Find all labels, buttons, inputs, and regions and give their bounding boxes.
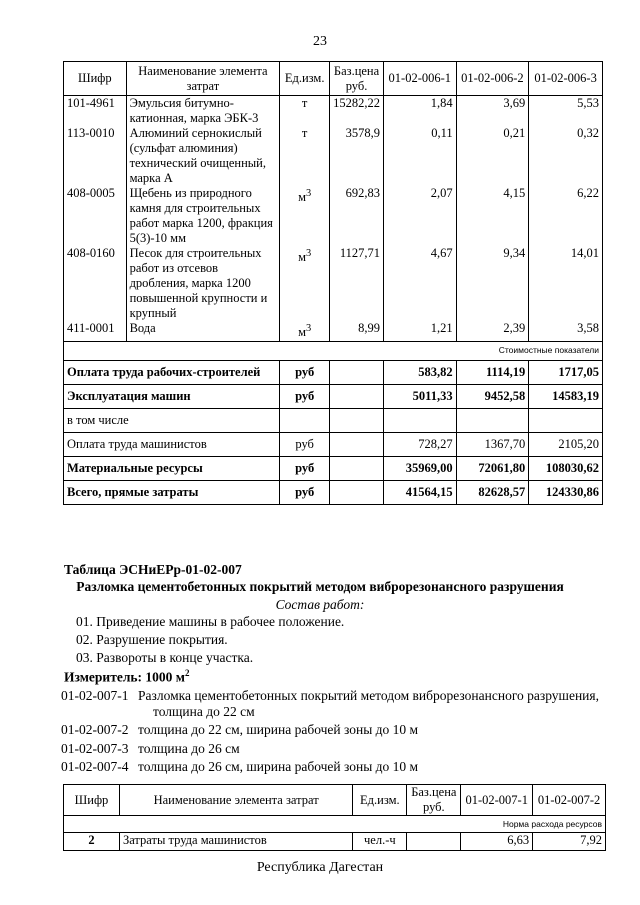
norm-description: толщина до 22 см, ширина рабочей зоны до 10 м	[138, 722, 419, 737]
header-col1: 01-02-007-1	[461, 785, 533, 816]
header-col3: 01-02-006-3	[529, 62, 603, 96]
table-row: 408-0160 Песок для строительных работ из отсевов дробления, марка 1200 повышенной крупности и крупный $м^3$ 1127,71 4,67 9,34 14,01	[64, 246, 603, 321]
norm-description: толщина до 26 см, ширина рабочей зоны до 10 м	[138, 759, 419, 774]
work-item: 02. Разрушение покрытия.	[76, 632, 228, 647]
norm-description: толщина до 26 см	[138, 741, 240, 756]
page-number: 23	[313, 34, 327, 49]
composition-label: Состав работ:	[275, 597, 365, 612]
unit-m3: $м^3$	[280, 186, 330, 246]
work-item: 03. Развороты в конце участка.	[76, 650, 254, 665]
summary-row: Эксплуатация машин руб 5011,33 9452,58 14583,19	[64, 384, 603, 408]
unit-m3: $м^3$	[280, 321, 330, 341]
table-row: 411-0001 Вода $м^3$ 8,99 1,21 2,39 3,58	[64, 321, 603, 341]
header-col2: 01-02-007-2	[533, 785, 606, 816]
norm-code: 01-02-007-3	[61, 741, 129, 756]
work-item: 01. Приведение машины в рабочее положение.	[76, 614, 345, 629]
header-code: Шифр	[64, 785, 120, 816]
norm-code: 01-02-007-2	[61, 722, 129, 737]
header-unit: Ед.изм.	[353, 785, 407, 816]
footer: Республика Дагестан	[256, 860, 384, 875]
table-subtitle: Разломка цементобетонных покрытий методом виброрезонансного разрушения	[76, 579, 564, 594]
cost-indicators-caption: Стоимостные показатели	[64, 341, 603, 360]
header-name: Наименование элемента затрат	[119, 785, 352, 816]
unit-m3: $м^3$	[280, 246, 330, 321]
table-row: 408-0005 Щебень из природного камня для строительных работ марка 1200, фракция 5(3)-10 мм $м^3$ 692,83 2,07 4,15 6,22	[64, 186, 603, 246]
table-row: 2 Затраты труда машинистов чел.-ч 6,63 7,92	[64, 833, 606, 851]
table-row: 101-4961 Эмульсия битумно-катионная, марка ЭБК-3 т 15282,22 1,84 3,69 5,53	[64, 96, 603, 127]
norm-code: 01-02-007-1	[61, 688, 129, 703]
header-name: Наименование элемента затрат	[126, 62, 280, 96]
header-price: Баз.цена руб.	[407, 785, 461, 816]
measure-label: Измеритель: 1000 $м^2$	[64, 668, 190, 685]
summary-row: в том числе	[64, 408, 603, 432]
resource-table	[63, 61, 603, 505]
summary-row: Оплата труда рабочих-строителей руб 583,82 1114,19 1717,05	[64, 360, 603, 384]
norm-description: толщина до 22 см	[153, 704, 255, 719]
header-code: Шифр	[64, 62, 127, 96]
summary-row: Оплата труда машинистов руб 728,27 1367,70 2105,20	[64, 432, 603, 456]
norm-description: Разломка цементобетонных покрытий методом виброрезонансного разрушения,	[138, 688, 599, 703]
summary-row: Всего, прямые затраты руб 41564,15 82628,57 124330,86	[64, 480, 603, 504]
table-row: 113-0010 Алюминий сернокислый (сульфат алюминия) технический очищенный, марка А т 3578,9 0,11 0,21 0,32	[64, 126, 603, 186]
labor-table	[63, 784, 606, 851]
header-col2: 01-02-006-2	[456, 62, 529, 96]
header-unit: Ед.изм.	[280, 62, 330, 96]
header-price: Баз.цена руб.	[330, 62, 384, 96]
norm-code: 01-02-007-4	[61, 759, 129, 774]
header-col1: 01-02-006-1	[383, 62, 456, 96]
resource-norm-caption: Норма расхода ресурсов	[64, 816, 606, 833]
summary-row: Материальные ресурсы руб 35969,00 72061,80 108030,62	[64, 456, 603, 480]
table-title: Таблица ЭСНиЕРр-01-02-007	[64, 562, 242, 577]
